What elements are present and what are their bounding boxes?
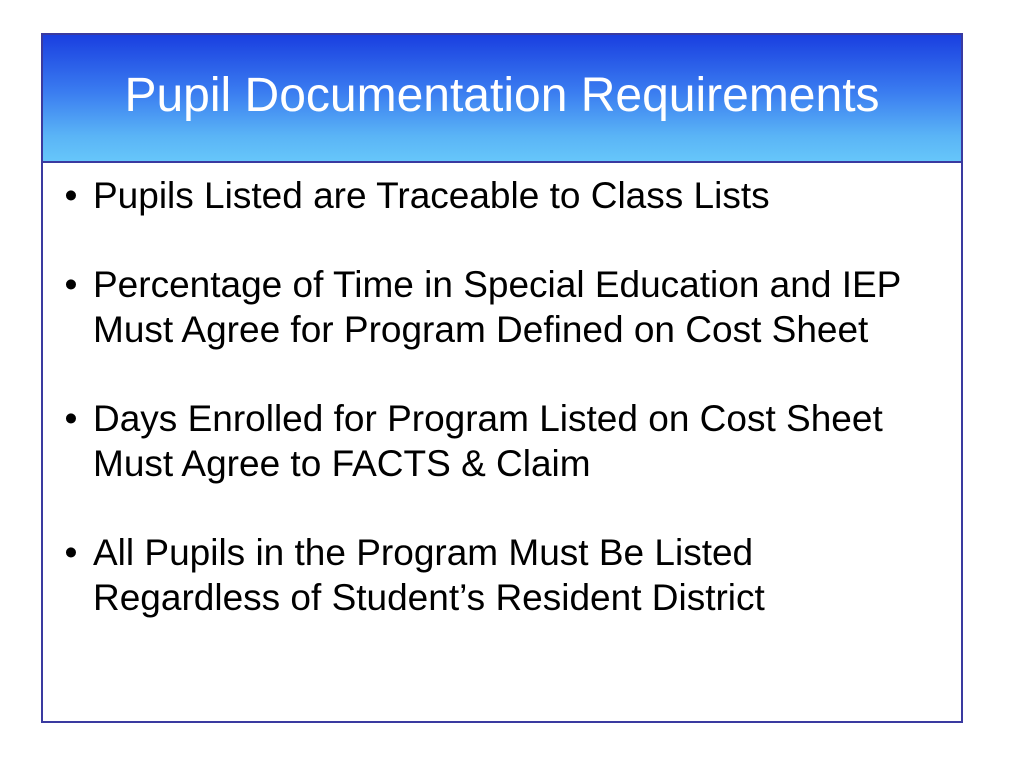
- bullet-dot-icon: •: [64, 398, 78, 439]
- bullet-item: [53, 262, 947, 352]
- slide-frame: [41, 33, 963, 723]
- bullet-dot-icon: •: [64, 175, 78, 216]
- bullet-dot-icon: •: [64, 264, 78, 305]
- bullet-text: Pupils Listed are Traceable to Class Lists: [93, 175, 770, 216]
- bullet-text: Percentage of Time in Special Education and IEP Must Agree for Program Defined on Cost Sheet: [93, 264, 901, 350]
- bullet-item: [53, 530, 947, 620]
- bullet-dot-icon: •: [64, 532, 78, 573]
- bullet-item: [53, 396, 947, 486]
- title-bar: [43, 35, 961, 163]
- bullet-item: [53, 173, 947, 218]
- bullet-text: All Pupils in the Program Must Be Listed Regardless of Student’s Resident District: [93, 532, 765, 618]
- bullet-list: [53, 173, 947, 664]
- bullet-text: Days Enrolled for Program Listed on Cost Sheet Must Agree to FACTS & Claim: [93, 398, 883, 484]
- slide-title: Pupil Documentation Requirements: [124, 69, 880, 122]
